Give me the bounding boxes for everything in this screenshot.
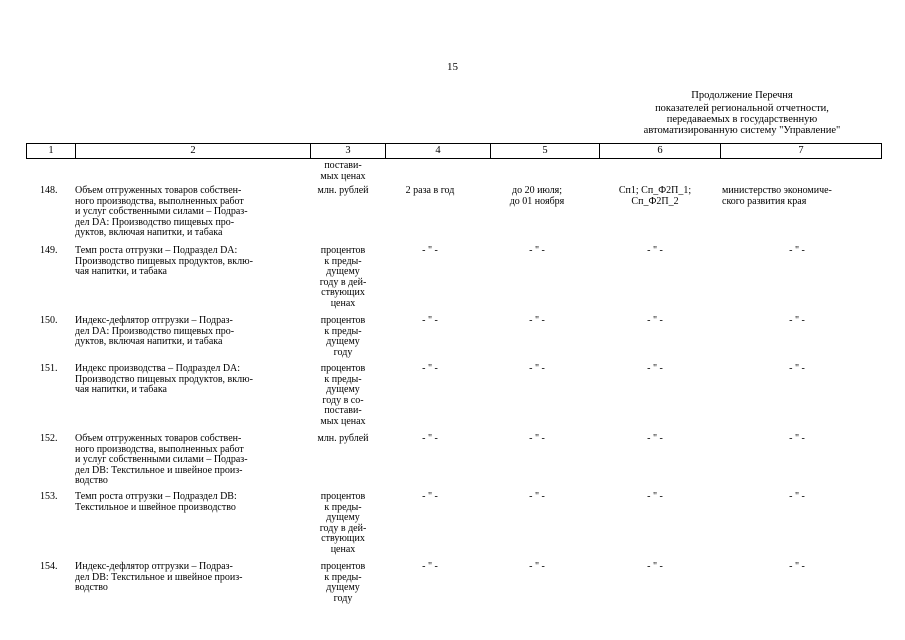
periodicity-cell: - " - [422,561,438,572]
unit-line: году в со- [322,394,364,406]
unit-line: дущему [326,384,360,395]
deadline-cell [488,364,586,375]
forms-line: - " - [647,433,663,444]
row-number: 151. [40,363,58,374]
unit-line: млн. рублей [317,185,369,196]
organization-line: ского развития края [722,195,807,207]
deadline-cell [488,246,586,257]
organization-cell [722,364,872,375]
continuation-line: передаваемых в государственную [666,114,818,125]
indicator-name-line: Производство пищевых продуктов, вклю- [75,255,253,267]
unit-line: дущему [326,582,360,593]
deadline-cell [488,316,586,327]
unit-cell [310,562,376,604]
indicator-name-line: ного производства, выполненных работ [75,195,244,207]
deadline-line: - " - [529,363,545,374]
forms-line: Сп1; Сп_Ф2П_1; [618,185,692,196]
unit-line: процентов [320,363,366,374]
indicator-name-cell [75,364,297,396]
unit-line: к преды- [324,373,362,385]
deadline-cell [488,492,586,503]
deadline-line: - " - [529,245,545,256]
continuation-line: показателей региональной отчетности, [655,103,829,114]
deadline-line: до 01 ноября [509,195,565,207]
periodicity-cell: - " - [422,491,438,502]
unit-line: ствующих [321,533,365,544]
unit-cell [310,161,376,182]
indicator-name-cell [75,492,297,513]
unit-line: к преды- [324,501,362,513]
organization-line: - " - [789,491,805,502]
unit-line: году в дей- [319,522,367,534]
deadline-line: - " - [529,315,545,326]
unit-line: дущему [326,336,360,347]
unit-line: году [333,346,353,358]
row-number: 149. [40,245,58,256]
periodicity-cell: 2 раза в год [405,185,455,196]
indicator-name-line: дел DB: Текстильное и швейное произ- [75,464,243,476]
organization-line: - " - [789,245,805,256]
page-number: 15 [447,61,458,73]
continuation-title: Продолжение Перечня [691,90,793,101]
forms-line: - " - [647,245,663,256]
unit-line: ценах [330,297,356,309]
indicator-name-cell [75,316,297,348]
indicator-name-line: водство [75,582,108,593]
deadline-cell [488,562,586,573]
column-header: 5 [491,144,600,159]
periodicity-cell: - " - [422,363,438,374]
row-number: 154. [40,561,58,572]
indicator-name-line: дел DA: Производство пищевых про- [75,216,235,228]
unit-line: мых ценах [320,415,366,427]
unit-line: постави- [324,160,362,171]
continuation-line: автоматизированную систему "Управление" [643,125,841,136]
forms-cell [600,434,710,445]
forms-cell [600,492,710,503]
row-number: 150. [40,315,58,326]
organization-line: - " - [789,561,805,572]
indicator-name-line: чая напитки, и табака [75,266,167,277]
organization-cell [722,492,872,503]
column-header: 1 [27,144,76,159]
indicator-name-cell [75,434,297,487]
unit-line: к преды- [324,571,362,583]
forms-cell [600,364,710,375]
indicator-name-line: дел DA: Производство пищевых про- [75,325,235,337]
indicator-name-line: и услуг собственными силами – Подраз- [75,206,248,217]
forms-line: - " - [647,491,663,502]
column-header: 4 [386,144,491,159]
periodicity-cell: - " - [422,245,438,256]
deadline-line: - " - [529,491,545,502]
periodicity-cell: - " - [422,315,438,326]
deadline-line: - " - [529,561,545,572]
unit-line: году в дей- [319,276,367,288]
indicator-name-line: Индекс производства – Подраздел DA: [75,363,241,374]
indicator-name-line: чая напитки, и табака [75,384,167,395]
unit-cell [310,246,376,309]
unit-line: ценах [330,543,356,555]
organization-cell [722,186,872,207]
column-header: 6 [600,144,721,159]
organization-line: - " - [789,363,805,374]
indicator-name-line: и услуг собственными силами – Подраз- [75,454,248,465]
indicator-name-line: Темп роста отгрузки – Подраздел DA: [75,245,238,256]
organization-cell [722,316,872,327]
organization-line: - " - [789,433,805,444]
row-number: 153. [40,491,58,502]
column-header: 7 [721,144,882,159]
unit-line: к преды- [324,325,362,337]
unit-cell [310,434,376,445]
forms-cell [600,246,710,257]
column-header: 3 [311,144,386,159]
indicator-name-cell [75,186,297,239]
unit-line: мых ценах [320,170,366,182]
row-number: 148. [40,185,58,196]
indicator-name-line: ного производства, выполненных работ [75,443,244,455]
deadline-line: - " - [529,433,545,444]
unit-cell [310,186,376,197]
forms-line: - " - [647,561,663,572]
unit-line: дущему [326,512,360,523]
indicator-name-line: дуктов, включая напитки, и табака [75,227,223,238]
forms-line: Сп_Ф2П_2 [631,195,679,207]
row-number: 152. [40,433,58,444]
unit-cell [310,316,376,358]
unit-line: млн. рублей [317,433,369,444]
organization-line: - " - [789,315,805,326]
indicator-name-line: Индекс-дефлятор отгрузки – Подраз- [75,561,233,572]
organization-cell [722,246,872,257]
forms-line: - " - [647,315,663,326]
forms-cell [600,186,710,207]
unit-line: году [333,592,353,604]
column-number-header [26,143,882,159]
organization-cell [722,562,872,573]
unit-line: процентов [320,491,366,502]
unit-line: дущему [326,266,360,277]
unit-line: постави- [324,405,362,416]
forms-cell [600,316,710,327]
deadline-cell [488,434,586,445]
unit-cell [310,492,376,555]
indicator-name-line: дел DB: Текстильное и швейное произ- [75,571,243,583]
indicator-name-line: Текстильное и швейное производство [75,501,236,513]
indicator-name-line: дуктов, включая напитки, и табака [75,336,223,347]
periodicity-cell: - " - [422,433,438,444]
deadline-line: до 20 июля; [511,185,563,196]
unit-line: процентов [320,561,366,572]
continuation-heading [612,90,872,136]
unit-line: ствующих [321,287,365,298]
indicator-name-line: Производство пищевых продуктов, вклю- [75,373,253,385]
unit-line: процентов [320,315,366,326]
deadline-cell [488,186,586,207]
indicator-name-line: Темп роста отгрузки – Подраздел DB: [75,491,237,502]
indicator-name-line: Объем отгруженных товаров собствен- [75,433,242,444]
indicator-name-line: Объем отгруженных товаров собствен- [75,185,242,196]
indicator-name-line: водство [75,475,108,486]
unit-line: процентов [320,245,366,256]
organization-cell [722,434,872,445]
unit-cell [310,364,376,427]
organization-line: министерство экономиче- [722,185,832,196]
indicator-name-cell [75,562,297,594]
indicator-name-cell [75,246,297,278]
forms-cell [600,562,710,573]
column-header: 2 [76,144,311,159]
unit-line: к преды- [324,255,362,267]
forms-line: - " - [647,363,663,374]
indicator-name-line: Индекс-дефлятор отгрузки – Подраз- [75,315,233,326]
